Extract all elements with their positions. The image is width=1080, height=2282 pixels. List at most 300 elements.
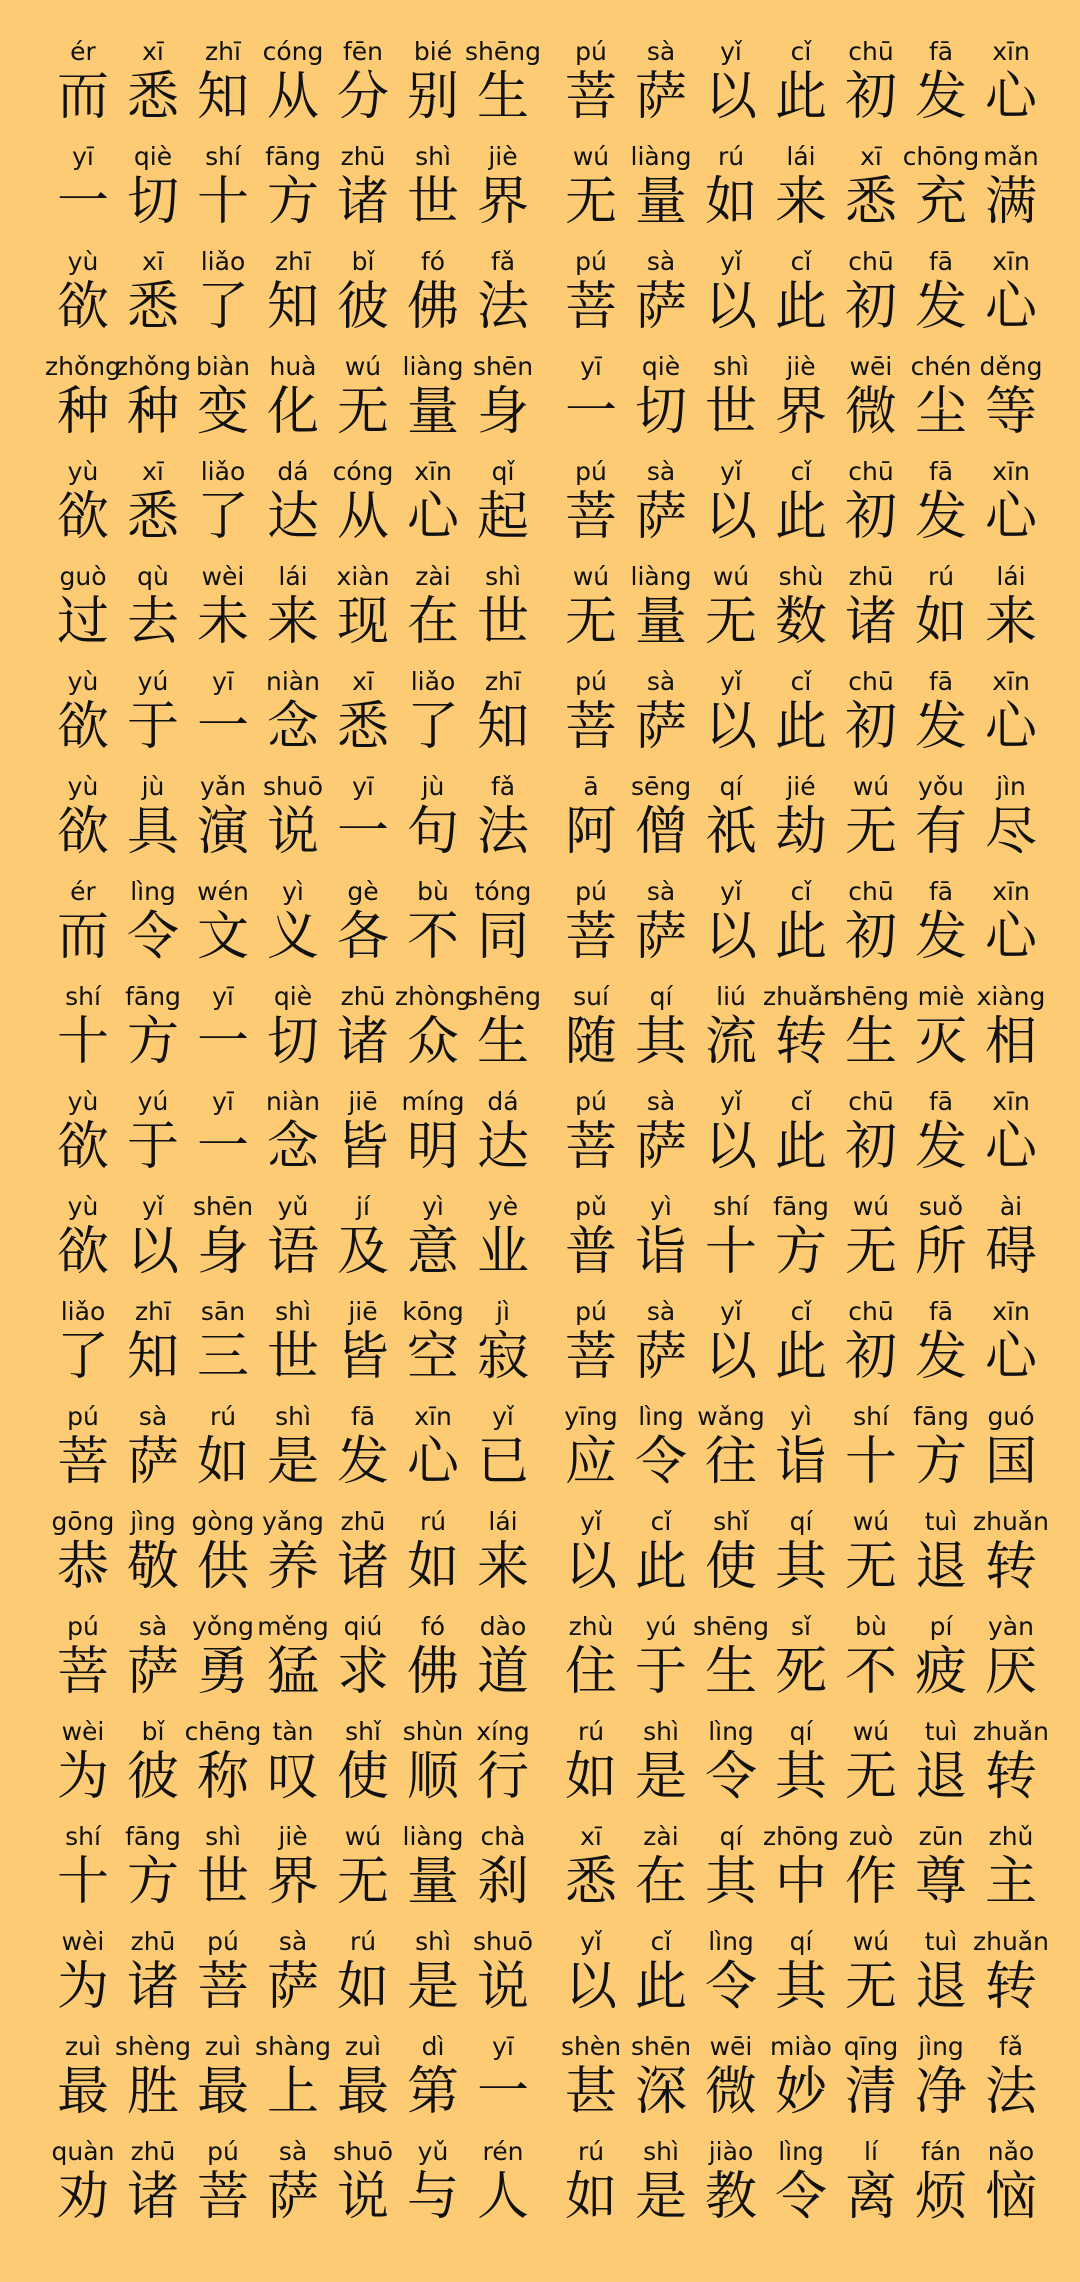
hanzi-character: 说: [266, 802, 319, 862]
pinyin-label: wú: [852, 1192, 890, 1221]
hanzi-character: 与: [406, 2167, 459, 2227]
hanzi-character: 发: [914, 907, 967, 967]
pinyin-label: wèi: [201, 562, 245, 591]
hanzi-character: 此: [634, 1957, 687, 2017]
pinyin-label: fā: [928, 37, 954, 66]
pinyin-label: yī: [580, 352, 602, 381]
verse-line-left: [48, 2135, 538, 2239]
hanzi-character: 生: [476, 67, 529, 127]
pinyin-label: shì: [485, 562, 521, 591]
pinyin-label: fēn: [342, 37, 384, 66]
hanzi-character: 达: [266, 487, 319, 547]
character-cell: [976, 140, 1046, 244]
hanzi-character: 叹: [266, 1747, 319, 1807]
hanzi-character: 来: [476, 1537, 529, 1597]
hanzi-character: 及: [336, 1222, 389, 1282]
pinyin-label: dào: [479, 1612, 527, 1641]
pinyin-label: wèi: [61, 1717, 105, 1746]
character-cell: [468, 1610, 538, 1714]
verse-line-left: [48, 35, 541, 139]
hanzi-character: 心: [984, 697, 1037, 757]
hanzi-character: 了: [406, 697, 459, 757]
hanzi-character: 界: [266, 1852, 319, 1912]
hanzi-character: 方: [126, 1852, 179, 1912]
pinyin-label: xī: [580, 1822, 602, 1851]
hanzi-character: 普: [564, 1222, 617, 1282]
character-cell: [468, 770, 538, 874]
pinyin-label: bié: [413, 37, 453, 66]
hanzi-character: 尊: [914, 1852, 967, 1912]
hanzi-character: 诣: [774, 1432, 827, 1492]
pinyin-label: zhī: [275, 247, 311, 276]
pinyin-label: xīn: [992, 1087, 1030, 1116]
hanzi-character: 转: [984, 1957, 1037, 2017]
pinyin-label: xī: [142, 247, 164, 276]
character-cell: [468, 455, 538, 559]
hanzi-character: 众: [406, 1012, 459, 1072]
hanzi-character: 皆: [336, 1117, 389, 1177]
hanzi-character: 教: [704, 2167, 757, 2227]
hanzi-character: 十: [844, 1432, 897, 1492]
pinyin-label: fāng: [125, 982, 181, 1011]
pinyin-label: lìng: [778, 2137, 824, 2166]
hanzi-character: 十: [196, 172, 249, 232]
character-cell: [468, 1085, 538, 1189]
character-cell: [976, 980, 1046, 1084]
hanzi-character: 以: [704, 1117, 757, 1177]
verse-line-right: [556, 1715, 1049, 1819]
pinyin-label: xīn: [992, 37, 1030, 66]
pinyin-label: chén: [910, 352, 972, 381]
hanzi-character: 一: [564, 382, 617, 442]
hanzi-character: 菩: [564, 697, 617, 757]
pinyin-label: shēn: [472, 352, 534, 381]
hanzi-character: 第: [406, 2062, 459, 2122]
hanzi-character: 切: [634, 382, 687, 442]
hanzi-character: 妙: [774, 2062, 827, 2122]
verse-line-right: [556, 1820, 1046, 1924]
hanzi-character: 无: [336, 382, 389, 442]
hanzi-character: 念: [266, 1117, 319, 1177]
verse-line-left: [48, 1400, 538, 1504]
pinyin-label: zhū: [340, 1507, 386, 1536]
hanzi-character: 养: [266, 1537, 319, 1597]
hanzi-character: 行: [476, 1747, 529, 1807]
hanzi-character: 心: [984, 1117, 1037, 1177]
hanzi-character: 发: [914, 487, 967, 547]
hanzi-character: 句: [406, 802, 459, 862]
pinyin-label: yǐ: [720, 37, 742, 66]
verse-line-left: [48, 1295, 538, 1399]
hanzi-character: 随: [564, 1012, 617, 1072]
hanzi-character: 令: [126, 907, 179, 967]
hanzi-character: 不: [406, 907, 459, 967]
hanzi-character: 发: [914, 67, 967, 127]
hanzi-character: 转: [984, 1747, 1037, 1807]
pinyin-label: lìng: [708, 1717, 754, 1746]
hanzi-character: 变: [196, 382, 249, 442]
pinyin-label: zài: [643, 1822, 679, 1851]
character-cell: [976, 455, 1046, 559]
pinyin-label: zhòng: [395, 982, 471, 1011]
hanzi-character: 萨: [634, 697, 687, 757]
pinyin-label: zuì: [345, 2032, 381, 2061]
hanzi-character: 无: [336, 1852, 389, 1912]
verse-line-right: [556, 2135, 1046, 2239]
hanzi-character: 碍: [984, 1222, 1037, 1282]
hanzi-character: 菩: [564, 277, 617, 337]
hanzi-character: 三: [196, 1327, 249, 1387]
pinyin-label: sà: [646, 457, 676, 486]
pinyin-label: shì: [713, 352, 749, 381]
pinyin-label: bù: [417, 877, 449, 906]
pinyin-label: zhuǎn: [973, 1717, 1049, 1746]
verse-line-left: [48, 1820, 538, 1924]
hanzi-character: 初: [844, 1117, 897, 1177]
pinyin-label: jì: [496, 1297, 510, 1326]
hanzi-character: 令: [704, 1747, 757, 1807]
verse-line-right: [556, 245, 1046, 349]
pinyin-label: miào: [770, 2032, 832, 2061]
hanzi-character: 相: [984, 1012, 1037, 1072]
hanzi-character: 法: [476, 277, 529, 337]
hanzi-character: 心: [984, 1327, 1037, 1387]
pinyin-label: shì: [415, 1927, 451, 1956]
hanzi-character: 尽: [984, 802, 1037, 862]
pinyin-label: cǐ: [790, 37, 812, 66]
pinyin-label: ài: [999, 1192, 1023, 1221]
hanzi-character: 菩: [564, 907, 617, 967]
hanzi-character: 刹: [476, 1852, 529, 1912]
hanzi-character: 世: [704, 382, 757, 442]
hanzi-character: 说: [336, 2167, 389, 2227]
pinyin-label: wú: [344, 352, 382, 381]
hanzi-character: 十: [56, 1012, 109, 1072]
pinyin-label: qīng: [843, 2032, 899, 2061]
hanzi-character: 劫: [774, 802, 827, 862]
pinyin-label: cǐ: [790, 1087, 812, 1116]
character-cell: [976, 1190, 1046, 1294]
pinyin-label: lái: [996, 562, 1026, 591]
hanzi-character: 于: [634, 1642, 687, 1702]
verse-line-right: [556, 1295, 1046, 1399]
verse-line-left: [48, 1085, 538, 1189]
pinyin-label: wú: [852, 1717, 890, 1746]
verse-line-left: [48, 455, 538, 559]
hanzi-character: 此: [634, 1537, 687, 1597]
verse-line-left: [48, 770, 538, 874]
pinyin-label: fǎ: [490, 247, 516, 276]
pinyin-label: shì: [415, 142, 451, 171]
pinyin-label: qiú: [343, 1612, 383, 1641]
pinyin-label: cǐ: [790, 667, 812, 696]
character-cell: [973, 1925, 1049, 2029]
character-cell: [468, 2135, 538, 2239]
hanzi-character: 萨: [634, 907, 687, 967]
hanzi-character: 菩: [564, 1117, 617, 1177]
pinyin-label: zūn: [918, 1822, 964, 1851]
pinyin-label: wú: [572, 562, 610, 591]
hanzi-character: 初: [844, 1327, 897, 1387]
hanzi-character: 恭: [56, 1537, 109, 1597]
hanzi-character: 心: [406, 1432, 459, 1492]
hanzi-character: 方: [266, 172, 319, 232]
character-cell: [468, 1715, 538, 1819]
hanzi-character: 有: [914, 802, 967, 862]
pinyin-label: dì: [421, 2032, 445, 2061]
pinyin-label: fā: [928, 877, 954, 906]
hanzi-character: 于: [126, 1117, 179, 1177]
pinyin-label: shēn: [192, 1192, 254, 1221]
hanzi-character: 意: [406, 1222, 459, 1282]
hanzi-character: 此: [774, 67, 827, 127]
hanzi-character: 使: [704, 1537, 757, 1597]
pinyin-label: zuì: [65, 2032, 101, 2061]
character-cell: [465, 980, 541, 1084]
hanzi-character: 满: [984, 172, 1037, 232]
pinyin-label: tóng: [474, 877, 532, 906]
pinyin-label: yè: [487, 1192, 519, 1221]
character-cell: [468, 350, 538, 454]
hanzi-character: 以: [704, 277, 757, 337]
hanzi-character: 勇: [196, 1642, 249, 1702]
pinyin-label: shí: [853, 1402, 889, 1431]
hanzi-character: 最: [196, 2062, 249, 2122]
hanzi-character: 萨: [634, 1327, 687, 1387]
hanzi-character: 敬: [126, 1537, 179, 1597]
hanzi-character: 道: [476, 1642, 529, 1702]
hanzi-character: 净: [914, 2062, 967, 2122]
hanzi-character: 种: [56, 382, 109, 442]
pinyin-label: wú: [852, 1507, 890, 1536]
pinyin-label: qí: [789, 1927, 813, 1956]
hanzi-character: 了: [56, 1327, 109, 1387]
hanzi-character: 无: [564, 592, 617, 652]
pinyin-label: cǐ: [790, 247, 812, 276]
hanzi-character: 量: [634, 172, 687, 232]
hanzi-character: 切: [266, 1012, 319, 1072]
pinyin-label: xíng: [476, 1717, 530, 1746]
hanzi-character: 义: [266, 907, 319, 967]
verse-line-left: [48, 665, 538, 769]
hanzi-character: 来: [984, 592, 1037, 652]
pinyin-label: shuō: [332, 2137, 393, 2166]
character-cell: [468, 245, 538, 349]
verse-line-right: [556, 140, 1046, 244]
pinyin-label: liú: [716, 982, 746, 1011]
pinyin-label: quàn: [51, 2137, 115, 2166]
verse-line-left: [48, 1505, 538, 1609]
hanzi-character: 退: [914, 1957, 967, 2017]
pinyin-label: wú: [852, 772, 890, 801]
hanzi-character: 菩: [56, 1642, 109, 1702]
pinyin-label: yù: [67, 1192, 99, 1221]
hanzi-character: 数: [774, 592, 827, 652]
pinyin-label: fāng: [125, 1822, 181, 1851]
hanzi-character: 流: [704, 1012, 757, 1072]
hanzi-character: 无: [844, 1222, 897, 1282]
pinyin-label: yǐ: [580, 1927, 602, 1956]
hanzi-character: 彼: [126, 1747, 179, 1807]
character-cell: [468, 1505, 538, 1609]
pinyin-label: shēng: [693, 1612, 769, 1641]
character-cell: [973, 1715, 1049, 1819]
hanzi-character: 心: [984, 67, 1037, 127]
hanzi-character: 萨: [126, 1642, 179, 1702]
hanzi-character: 阿: [564, 802, 617, 862]
hanzi-character: 世: [266, 1327, 319, 1387]
hanzi-character: 量: [634, 592, 687, 652]
pinyin-label: zhuǎn: [763, 982, 839, 1011]
hanzi-character: 悉: [126, 277, 179, 337]
character-cell: [976, 350, 1046, 454]
hanzi-character: 祇: [704, 802, 757, 862]
pinyin-label: liǎo: [200, 247, 246, 276]
pinyin-label: fāng: [773, 1192, 829, 1221]
pinyin-label: jìn: [996, 772, 1026, 801]
pinyin-label: yī: [212, 667, 234, 696]
hanzi-character: 分: [336, 67, 389, 127]
hanzi-character: 身: [476, 382, 529, 442]
hanzi-character: 转: [774, 1012, 827, 1072]
verse-line-left: [48, 2030, 538, 2134]
pinyin-label: shì: [275, 1297, 311, 1326]
pinyin-label: bǐ: [351, 247, 375, 276]
hanzi-character: 诸: [126, 1957, 179, 2017]
character-cell: [976, 1610, 1046, 1714]
pinyin-label: biàn: [196, 352, 250, 381]
hanzi-character: 一: [196, 1012, 249, 1072]
hanzi-character: 无: [564, 172, 617, 232]
verse-line-right: [556, 1610, 1046, 1714]
pinyin-label: chū: [848, 667, 894, 696]
hanzi-character: 悉: [844, 172, 897, 232]
pinyin-label: fā: [928, 1087, 954, 1116]
pinyin-label: tuì: [924, 1507, 958, 1536]
pinyin-label: zhī: [205, 37, 241, 66]
hanzi-character: 同: [476, 907, 529, 967]
pinyin-label: fā: [928, 457, 954, 486]
pinyin-label: qí: [789, 1507, 813, 1536]
hanzi-character: 语: [266, 1222, 319, 1282]
hanzi-character: 从: [266, 67, 319, 127]
pinyin-label: shèng: [115, 2032, 191, 2061]
pinyin-label: lìng: [708, 1927, 754, 1956]
hanzi-character: 界: [774, 382, 827, 442]
pinyin-label: cóng: [332, 457, 394, 486]
pinyin-label: lí: [864, 2137, 878, 2166]
hanzi-character: 如: [564, 1747, 617, 1807]
hanzi-character: 烦: [914, 2167, 967, 2227]
hanzi-character: 欲: [56, 1222, 109, 1282]
hanzi-character: 世: [476, 592, 529, 652]
hanzi-character: 其: [774, 1747, 827, 1807]
hanzi-character: 明: [406, 1117, 459, 1177]
pinyin-label: ā: [583, 772, 599, 801]
pinyin-label: fā: [928, 667, 954, 696]
pinyin-label: rú: [419, 1507, 447, 1536]
pinyin-label: pú: [207, 2137, 239, 2166]
pinyin-label: shēng: [833, 982, 909, 1011]
character-cell: [468, 140, 538, 244]
hanzi-character: 萨: [266, 1957, 319, 2017]
hanzi-character: 菩: [56, 1432, 109, 1492]
pinyin-label: yú: [137, 1087, 169, 1116]
pinyin-label: liàng: [630, 562, 692, 591]
hanzi-character: 死: [774, 1642, 827, 1702]
hanzi-character: 了: [196, 487, 249, 547]
verse-line-right: [556, 1505, 1049, 1609]
pinyin-label: pú: [207, 1927, 239, 1956]
hanzi-character: 一: [336, 802, 389, 862]
pinyin-label: jù: [141, 772, 165, 801]
pinyin-label: sà: [278, 2137, 308, 2166]
hanzi-character: 知: [266, 277, 319, 337]
hanzi-character: 深: [634, 2062, 687, 2122]
hanzi-character: 初: [844, 487, 897, 547]
hanzi-character: 从: [336, 487, 389, 547]
pinyin-label: shí: [65, 982, 101, 1011]
pinyin-label: wǎng: [697, 1402, 765, 1431]
pinyin-label: guò: [59, 562, 107, 591]
pinyin-label: niàn: [266, 1087, 320, 1116]
pinyin-label: zhū: [340, 982, 386, 1011]
pinyin-label: sà: [646, 877, 676, 906]
hanzi-character: 界: [476, 172, 529, 232]
verse-line-right: [556, 560, 1046, 664]
pinyin-label: miè: [917, 982, 965, 1011]
character-cell: [976, 1400, 1046, 1504]
hanzi-character: 人: [476, 2167, 529, 2227]
hanzi-character: 为: [56, 1957, 109, 2017]
pinyin-label: yì: [790, 1402, 812, 1431]
pinyin-label: yīng: [564, 1402, 618, 1431]
verse-line-left: [48, 1715, 538, 1819]
hanzi-character: 量: [406, 382, 459, 442]
hanzi-character: 是: [406, 1957, 459, 2017]
verse-line-left: [48, 560, 538, 664]
verse-line-right: [556, 665, 1046, 769]
hanzi-character: 心: [984, 277, 1037, 337]
hanzi-character: 上: [266, 2062, 319, 2122]
pinyin-label: yǐ: [720, 457, 742, 486]
pinyin-label: jiē: [348, 1297, 378, 1326]
hanzi-character: 其: [774, 1957, 827, 2017]
hanzi-character: 主: [984, 1852, 1037, 1912]
hanzi-character: 称: [196, 1747, 249, 1807]
pinyin-label: zuì: [205, 2032, 241, 2061]
verse-line-right: [556, 455, 1046, 559]
hanzi-character: 此: [774, 697, 827, 757]
hanzi-character: 心: [406, 487, 459, 547]
pinyin-label: yǔ: [277, 1192, 309, 1221]
verse-line-left: [48, 980, 541, 1084]
pinyin-label: shù: [778, 562, 824, 591]
pinyin-label: zhī: [485, 667, 521, 696]
hanzi-character: 起: [476, 487, 529, 547]
pinyin-label: sà: [278, 1927, 308, 1956]
hanzi-character: 令: [774, 2167, 827, 2227]
pinyin-label: cǐ: [790, 457, 812, 486]
pinyin-label: zhī: [135, 1297, 171, 1326]
pinyin-label: pú: [67, 1612, 99, 1641]
pinyin-label: yù: [67, 457, 99, 486]
pinyin-label: jiào: [708, 2137, 754, 2166]
hanzi-character: 清: [844, 2062, 897, 2122]
pinyin-label: wén: [197, 877, 249, 906]
hanzi-character: 无: [844, 1747, 897, 1807]
pinyin-label: xīn: [992, 247, 1030, 276]
